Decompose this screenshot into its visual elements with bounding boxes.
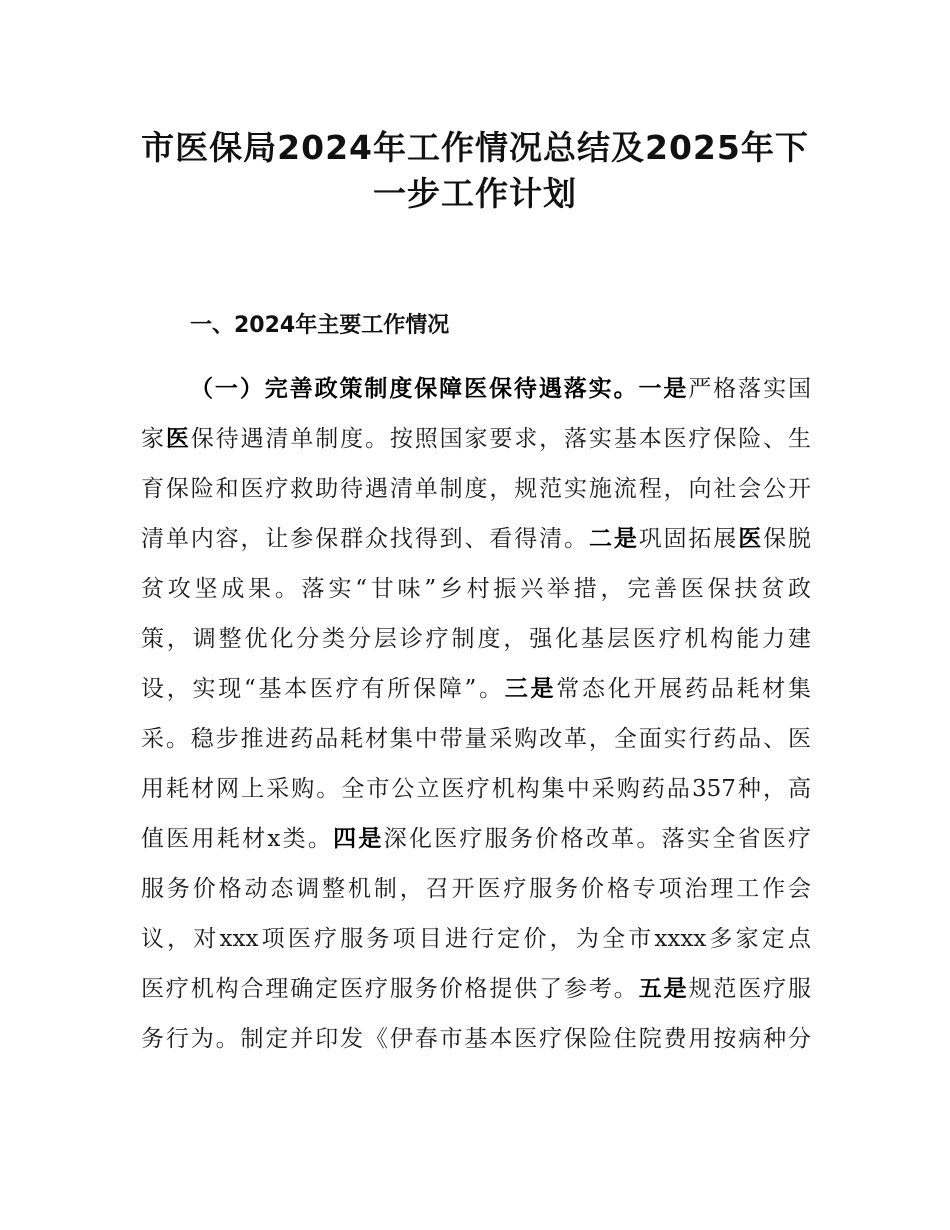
paragraph-line (141, 674, 811, 704)
paragraph-line (141, 474, 811, 504)
paragraph-line (141, 974, 811, 1004)
paragraph-line (141, 874, 811, 904)
bold-text: 一是 (638, 376, 689, 402)
body-text: 严格落实国 (688, 376, 812, 402)
document-title-line-1: 市医保局2024年工作情况总结及2025年下 (141, 128, 809, 167)
body-text: 保待遇清单制度。按照国家要求，落实基本医疗保险、生 (190, 426, 812, 452)
paragraph-line (141, 724, 811, 754)
paragraph-line (141, 824, 811, 854)
body-text: 值医用耗材x类。 (141, 826, 334, 852)
body-text: 育保险和医疗救助待遇清单制度，规范实施流程，向社会公开 (141, 476, 811, 502)
body-text: 贫攻坚成果。落实“甘味”乡村振兴举措，完善医保扶贫政 (141, 576, 811, 602)
body-text: 常态化开展药品耗材集 (556, 676, 811, 702)
paragraph-line (141, 574, 811, 604)
body-text: 策，调整优化分类分层诊疗制度，强化基层医疗机构能力建 (141, 626, 811, 652)
bold-text: 四是 (333, 826, 384, 852)
paragraph-line (141, 524, 811, 554)
body-text: 保脱 (763, 526, 812, 552)
bold-text: 二是 (588, 526, 639, 552)
bold-text: （一）完善政策制度保障医保待遇落实。 (190, 376, 639, 402)
paragraph-line (190, 374, 811, 404)
body-text: 用耗材网上采购。全市公立医疗机构集中采购药品357种，高 (141, 776, 811, 802)
paragraph-line (141, 1024, 811, 1054)
paragraph-line (141, 774, 811, 804)
body-text: 规范医疗服 (688, 976, 812, 1002)
bold-text: 三是 (504, 676, 557, 702)
body-text: 议，对xxx项医疗服务项目进行定价，为全市xxxx多家定点 (141, 926, 811, 952)
section-heading: 一、2024年主要工作情况 (190, 313, 450, 338)
paragraph-line (141, 624, 811, 654)
body-text: 采。稳步推进药品耗材集中带量采购改革，全面实行药品、医 (141, 726, 811, 752)
body-text: 医疗机构合理确定医疗服务价格提供了参考。 (141, 976, 639, 1002)
body-text: 深化医疗服务价格改革。落实全省医疗 (383, 826, 812, 852)
bold-text: 医 (165, 426, 191, 452)
body-text: 服务价格动态调整机制，召开医疗服务价格专项治理工作会 (141, 876, 811, 902)
body-text: 务行为。制定并印发《伊春市基本医疗保险住院费用按病种分 (141, 1026, 811, 1052)
document-title-line-2: 一步工作计划 (373, 174, 577, 213)
body-text: 巩固拓展 (638, 526, 739, 552)
bold-text: 医 (738, 526, 764, 552)
paragraph-line (141, 424, 811, 454)
body-text: 设，实现“基本医疗有所保障”。 (141, 676, 505, 702)
bold-text: 五是 (638, 976, 689, 1002)
body-text: 清单内容，让参保群众找得到、看得清。 (141, 526, 589, 552)
paragraph-line (141, 924, 811, 954)
body-text: 家 (141, 426, 166, 452)
